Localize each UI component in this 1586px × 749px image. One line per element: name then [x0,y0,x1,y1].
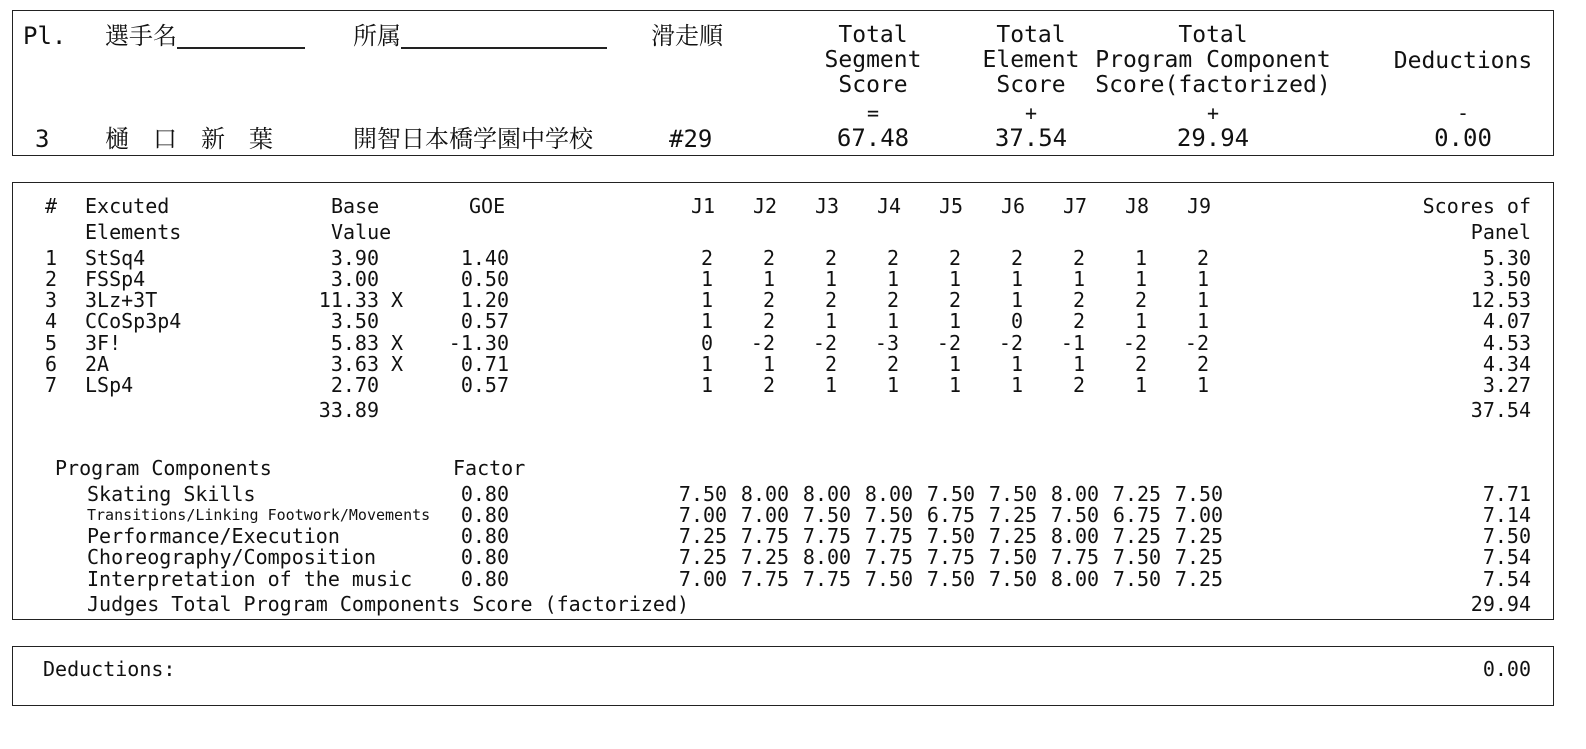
element-num: 4 [45,309,58,333]
element-judge-score: 1 [886,267,899,291]
component-judge-score: 7.50 [864,567,914,591]
element-judge-score: 2 [762,288,775,312]
element-judge-score: 1 [1134,267,1147,291]
component-judge-score: 7.50 [1112,545,1162,569]
element-judge-score: 2 [886,288,899,312]
deductions-box [12,646,1554,706]
element-goe: 1.20 [460,288,509,312]
element-judge-score: 1 [948,309,961,333]
element-judge-score: 1 [948,352,961,376]
component-judge-score: 7.50 [1112,567,1162,591]
element-judge-score: 1 [824,373,837,397]
deductions-label: Deductions: [43,657,176,681]
tss-value: 67.48 [836,124,910,152]
element-judge-score: 2 [1196,352,1209,376]
components-total-label: Judges Total Program Components Score (factorized) [87,592,690,616]
component-panel-score: 7.14 [1482,503,1531,527]
element-judge-score: 1 [700,309,713,333]
element-base-value: 3.00 [330,267,379,291]
component-factor: 0.80 [460,567,509,591]
element-judge-score: 2 [1196,246,1209,270]
component-judge-score: 6.75 [926,503,976,527]
tss-operator: = [866,101,880,125]
element-code: StSq4 [85,246,146,270]
component-factor: 0.80 [460,482,509,506]
col-goe-header: GOE [469,194,506,218]
component-factor: 0.80 [460,545,509,569]
header-box [12,10,1554,156]
element-bonus-marker: X [391,288,404,312]
element-bonus-marker: X [391,331,404,355]
component-judge-score: 7.75 [864,545,914,569]
element-num: 7 [45,373,58,397]
col-base-header-2: Value [331,220,392,244]
element-base-value: 2.70 [330,373,379,397]
component-judge-score: 7.75 [926,545,976,569]
component-judge-score: 7.75 [1050,545,1100,569]
component-name: Transitions/Linking Footwork/Movements [87,506,431,524]
element-judge-score: 1 [824,309,837,333]
component-name: Interpretation of the music [87,567,413,591]
component-judge-score: 7.25 [1112,482,1162,506]
element-judge-score: 2 [886,352,899,376]
element-judge-score: 2 [1010,246,1023,270]
element-num: 6 [45,352,58,376]
element-judge-score: 1 [824,267,837,291]
element-num: 2 [45,267,58,291]
element-judge-score: -2 [936,331,961,355]
element-code: 3Lz+3T [85,288,158,312]
component-judge-score: 7.50 [926,524,976,548]
element-judge-score: 0 [700,331,713,355]
details-box [12,182,1554,620]
tes-value: 37.54 [994,124,1068,152]
element-judge-score: 0 [1010,309,1023,333]
component-judge-score: 8.00 [802,482,852,506]
component-judge-score: 7.75 [740,524,790,548]
element-panel-score: 4.34 [1482,352,1531,376]
element-panel-score: 4.53 [1482,331,1531,355]
component-judge-score: 8.00 [1050,482,1100,506]
element-judge-score: 2 [824,288,837,312]
component-name: Choreography/Composition [87,545,376,569]
start-order: #29 [669,125,713,153]
order-label: 滑走順 [651,22,723,50]
component-judge-score: 7.25 [988,503,1038,527]
component-judge-score: 6.75 [1112,503,1162,527]
component-panel-score: 7.54 [1482,545,1531,569]
component-judge-score: 8.00 [1050,567,1100,591]
element-judge-score: 1 [948,373,961,397]
component-name: Skating Skills [87,482,256,506]
judge-header: J9 [1186,194,1212,218]
element-judge-score: 2 [886,246,899,270]
element-code: CCoSp3p4 [85,309,182,333]
name-label [105,23,305,49]
component-judge-score: 7.50 [678,482,728,506]
element-judge-score: 2 [948,246,961,270]
element-judge-score: 1 [1072,267,1085,291]
club-label [353,23,607,49]
component-judge-score: 7.75 [802,524,852,548]
component-judge-score: 7.25 [988,524,1038,548]
element-judge-score: 1 [762,352,775,376]
element-judge-score: -2 [812,331,837,355]
element-num: 1 [45,246,58,270]
element-judge-score: 1 [1134,246,1147,270]
element-judge-score: 2 [1072,373,1085,397]
ded-value: 0.00 [1434,124,1492,152]
col-element-header-2: Elements [85,220,182,244]
pcs-label: Total Program Component Score(factorized) [1095,22,1331,98]
col-element-header: Excuted [85,194,170,218]
col-panel-header: Scores of [1422,194,1531,218]
component-judge-score: 7.50 [802,503,852,527]
deductions-value: 0.00 [1482,657,1531,681]
element-judge-score: 1 [1196,309,1209,333]
element-judge-score: 1 [700,352,713,376]
element-judge-score: -2 [998,331,1023,355]
base-total: 33.89 [318,398,379,422]
component-judge-score: 7.00 [678,503,728,527]
element-judge-score: 1 [886,309,899,333]
component-judge-score: 8.00 [740,482,790,506]
element-judge-score: 1 [762,267,775,291]
component-judge-score: 8.00 [864,482,914,506]
element-judge-score: 1 [700,288,713,312]
element-judge-score: 1 [1196,267,1209,291]
component-judge-score: 7.50 [1174,482,1224,506]
component-judge-score: 7.25 [1112,524,1162,548]
element-goe: 0.50 [460,267,509,291]
element-goe: 1.40 [460,246,509,270]
component-judge-score: 7.25 [678,524,728,548]
name-underline [177,27,305,49]
element-judge-score: 1 [700,373,713,397]
element-judge-score: 2 [1072,309,1085,333]
judge-header: J7 [1062,194,1088,218]
component-judge-score: 8.00 [1050,524,1100,548]
component-judge-score: 7.50 [926,482,976,506]
component-factor: 0.80 [460,524,509,548]
club-underline [401,27,607,49]
element-panel-score: 12.53 [1470,288,1531,312]
col-base-header: Base [331,194,380,218]
element-judge-score: 1 [1010,267,1023,291]
club-name: 開智日本橋学園中学校 [353,125,593,153]
pl-value: 3 [35,125,50,153]
components-total: 29.94 [1470,592,1531,616]
components-factor-header: Factor [453,456,526,480]
col-num-header: # [45,194,58,218]
element-judge-score: 1 [1134,309,1147,333]
element-base-value: 3.63 [330,352,379,376]
component-judge-score: 7.00 [1174,503,1224,527]
pcs-operator: + [1206,101,1220,125]
element-goe: 0.57 [460,373,509,397]
element-base-value: 3.90 [330,246,379,270]
element-base-value: 11.33 [318,288,379,312]
element-panel-score: 3.50 [1482,267,1531,291]
judge-header: J4 [876,194,902,218]
element-judge-score: 1 [1010,352,1023,376]
component-judge-score: 7.00 [740,503,790,527]
judge-header: J3 [814,194,840,218]
element-judge-score: 1 [1134,373,1147,397]
tss-label: Total Segment Score [824,22,922,98]
element-judge-score: 2 [1134,352,1147,376]
element-code: LSp4 [85,373,134,397]
element-goe: 0.57 [460,309,509,333]
element-judge-score: -2 [1184,331,1209,355]
component-judge-score: 8.00 [802,545,852,569]
component-factor: 0.80 [460,503,509,527]
element-judge-score: 1 [1196,373,1209,397]
element-code: 2A [85,352,110,376]
element-judge-score: 2 [824,352,837,376]
pcs-value: 29.94 [1176,124,1250,152]
component-judge-score: 7.25 [678,545,728,569]
element-base-value: 5.83 [330,331,379,355]
judge-header: J6 [1000,194,1026,218]
element-judge-score: 2 [700,246,713,270]
element-judge-score: -2 [750,331,775,355]
skater-name: 樋 口 新 葉 [105,125,273,153]
element-judge-score: 2 [1134,288,1147,312]
element-judge-score: 2 [762,373,775,397]
pl-label: Pl. [23,22,67,50]
element-judge-score: 1 [1010,373,1023,397]
element-judge-score: 1 [886,373,899,397]
element-judge-score: 2 [1072,246,1085,270]
element-goe: 0.71 [460,352,509,376]
judge-header: J2 [752,194,778,218]
ded-operator: - [1456,101,1470,125]
element-judge-score: -1 [1060,331,1085,355]
component-judge-score: 7.75 [864,524,914,548]
element-judge-score: 1 [1196,288,1209,312]
element-num: 5 [45,331,58,355]
component-judge-score: 7.50 [926,567,976,591]
components-title: Program Components [55,456,272,480]
element-judge-score: -2 [1122,331,1147,355]
component-judge-score: 7.50 [988,482,1038,506]
element-judge-score: 2 [948,288,961,312]
component-judge-score: 7.75 [740,567,790,591]
judge-header: J5 [938,194,964,218]
club-label-text: 所属 [353,22,401,50]
judge-header: J1 [690,194,716,218]
component-judge-score: 7.50 [864,503,914,527]
panel-total: 37.54 [1470,398,1531,422]
tes-label: Total Element Score [982,22,1080,98]
element-num: 3 [45,288,58,312]
element-judge-score: 2 [762,309,775,333]
element-code: FSSp4 [85,267,146,291]
element-judge-score: 2 [824,246,837,270]
element-judge-score: 2 [762,246,775,270]
component-judge-score: 7.25 [740,545,790,569]
component-judge-score: 7.25 [1174,545,1224,569]
ded-label: Deductions [1393,48,1533,74]
element-panel-score: 5.30 [1482,246,1531,270]
name-label-text: 選手名 [105,22,177,50]
element-judge-score: 1 [948,267,961,291]
component-judge-score: 7.25 [1174,567,1224,591]
element-judge-score: -3 [874,331,899,355]
component-judge-score: 7.50 [1050,503,1100,527]
component-judge-score: 7.25 [1174,524,1224,548]
element-judge-score: 1 [1010,288,1023,312]
component-judge-score: 7.50 [988,545,1038,569]
element-judge-score: 2 [1072,288,1085,312]
component-judge-score: 7.00 [678,567,728,591]
element-panel-score: 3.27 [1482,373,1531,397]
component-panel-score: 7.54 [1482,567,1531,591]
judge-header: J8 [1124,194,1150,218]
element-goe: -1.30 [448,331,509,355]
component-panel-score: 7.71 [1482,482,1531,506]
element-judge-score: 1 [1072,352,1085,376]
component-panel-score: 7.50 [1482,524,1531,548]
col-panel-header-2: Panel [1470,220,1531,244]
tes-operator: + [1024,101,1038,125]
element-code: 3F! [85,331,122,355]
component-judge-score: 7.75 [802,567,852,591]
component-name: Performance/Execution [87,524,340,548]
element-base-value: 3.50 [330,309,379,333]
element-bonus-marker: X [391,352,404,376]
element-panel-score: 4.07 [1482,309,1531,333]
element-judge-score: 1 [700,267,713,291]
component-judge-score: 7.50 [988,567,1038,591]
